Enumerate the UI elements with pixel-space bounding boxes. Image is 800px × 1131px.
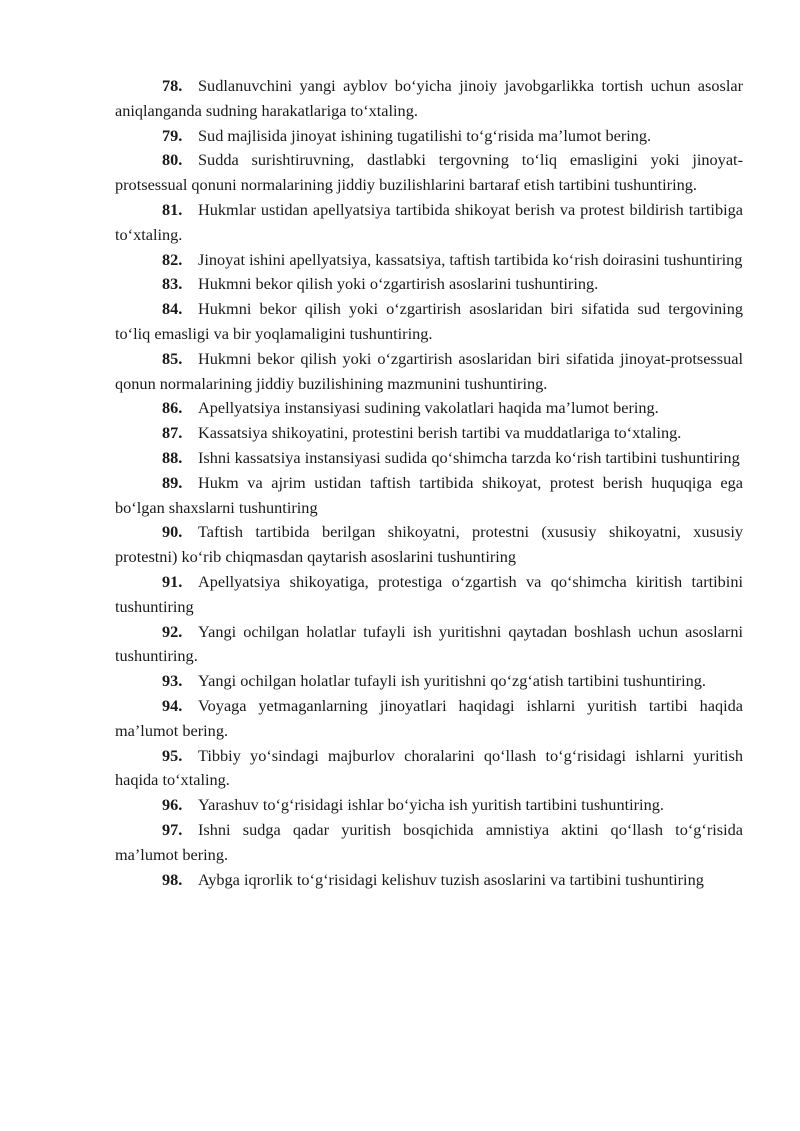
item-text: Ishni sudga qadar yuritish bosqichida amnistiya aktini qo‘llash to‘g‘risida ma’lumot bering.: [115, 819, 743, 864]
list-item: [115, 818, 743, 868]
item-text: Hukmni bekor qilish yoki o‘zgartirish asoslaridan biri sifatida jinoyat-protsessual qonun normalarining jiddiy buzilishining mazmunini tushuntiring.: [115, 348, 743, 393]
item-text: Hukmlar ustidan apellyatsiya tartibida shikoyat berish va protest bildirish tartibiga to‘xtaling.: [115, 199, 743, 244]
item-number: 91.: [162, 571, 183, 591]
list-item: [115, 198, 743, 248]
list-item: [115, 124, 743, 149]
item-text: Sudlanuvchini yangi ayblov bo‘yicha jinoiy javobgarlikka tortish uchun asoslar aniqlanganda sudning harakatlariga to‘xtaling.: [115, 76, 743, 120]
item-number: 98.: [162, 869, 183, 889]
item-number: 81.: [162, 199, 183, 219]
list-item: [115, 669, 743, 694]
item-text: Yarashuv to‘g‘risidagi ishlar bo‘yicha ish yuritish tartibini tushuntiring.: [198, 795, 664, 815]
item-number: 88.: [162, 447, 183, 467]
list-item: [115, 446, 743, 471]
item-number: 90.: [162, 522, 183, 542]
item-number: 85.: [162, 348, 183, 368]
item-number: 94.: [162, 695, 183, 715]
item-text: Ishni kassatsiya instansiyasi sudida qo‘shimcha tarzda ko‘rish tartibini tushuntiring: [198, 447, 740, 467]
list-item: [115, 396, 743, 421]
list-item: [115, 793, 743, 818]
item-text: Sud majlisida jinoyat ishining tugatilishi to‘g‘risida ma’lumot bering.: [198, 125, 652, 145]
list-item: [115, 272, 743, 297]
list-item: [115, 520, 743, 570]
item-number: 86.: [162, 398, 183, 418]
item-text: Jinoyat ishini apellyatsiya, kassatsiya, taftish tartibida ko‘rish doirasini tushuntiring: [198, 249, 743, 269]
list-item: [115, 744, 743, 794]
item-number: 79.: [162, 125, 183, 145]
item-number: 84.: [162, 299, 183, 319]
item-number: 93.: [162, 671, 183, 691]
item-number: 96.: [162, 795, 183, 815]
item-text: Yangi ochilgan holatlar tufayli ish yuritishni qo‘zg‘atish tartibini tushuntiring.: [198, 671, 706, 691]
item-text: Apellyatsiya shikoyatiga, protestiga o‘zgartish va qo‘shimcha kiritish tartibini tushuntiring: [115, 571, 743, 616]
item-number: 89.: [162, 472, 183, 492]
item-number: 83.: [162, 274, 183, 294]
item-number: 87.: [162, 423, 183, 443]
list-item: [115, 248, 743, 273]
item-number: 80.: [162, 150, 183, 170]
item-number: 97.: [162, 819, 183, 839]
list-item: [115, 620, 743, 670]
item-text: Hukmni bekor qilish yoki o‘zgartirish asoslaridan biri sifatida sud tergovining to‘liq emasligi va bir yoqlamaligini tushuntiring.: [115, 299, 743, 343]
list-item: [115, 868, 743, 893]
item-text: Voyaga yetmaganlarning jinoyatlari haqidagi ishlarni yuritish tartibi haqida ma’lumot bering.: [115, 695, 743, 740]
list-item: [115, 148, 743, 198]
item-text: Aybga iqrorlik to‘g‘risidagi kelishuv tuzish asoslarini va tartibini tushuntiring: [198, 869, 704, 889]
item-text: Yangi ochilgan holatlar tufayli ish yuritishni qaytadan boshlash uchun asoslarni tushuntiring.: [115, 621, 743, 666]
item-text: Apellyatsiya instansiyasi sudining vakolatlari haqida ma’lumot bering.: [198, 398, 659, 418]
item-text: Kassatsiya shikoyatini, protestini berish tartibi va muddatlariga to‘xtaling.: [198, 423, 682, 443]
question-list: [115, 74, 743, 892]
list-item: [115, 297, 743, 347]
list-item: [115, 694, 743, 744]
item-text: Taftish tartibida berilgan shikoyatni, protestni (xususiy shikoyatni, xususiy protestni) ko‘rib chiqmasdan qaytarish asoslarini tushuntiring: [115, 522, 743, 567]
list-item: [115, 74, 743, 124]
list-item: [115, 471, 743, 521]
item-number: 92.: [162, 621, 183, 641]
item-number: 95.: [162, 745, 183, 765]
list-item: [115, 570, 743, 620]
item-text: Hukm va ajrim ustidan taftish tartibida shikoyat, protest berish huquqiga ega bo‘lgan shaxslarni tushuntiring: [115, 472, 743, 517]
item-text: Hukmni bekor qilish yoki o‘zgartirish asoslarini tushuntiring.: [198, 274, 599, 294]
item-number: 82.: [162, 249, 183, 269]
item-text: Tibbiy yo‘sindagi majburlov choralarini qo‘llash to‘g‘risidagi ishlarni yuritish haqida to‘xtaling.: [115, 745, 743, 790]
list-item: [115, 347, 743, 397]
list-item: [115, 421, 743, 446]
item-number: 78.: [162, 76, 183, 95]
item-text: Sudda surishtiruvning, dastlabki tergovning to‘liq emasligini yoki jinoyat-protsessual qonuni normalarining jiddiy buzilishlarini bartaraf etish tartibini tushuntiring.: [115, 150, 743, 195]
